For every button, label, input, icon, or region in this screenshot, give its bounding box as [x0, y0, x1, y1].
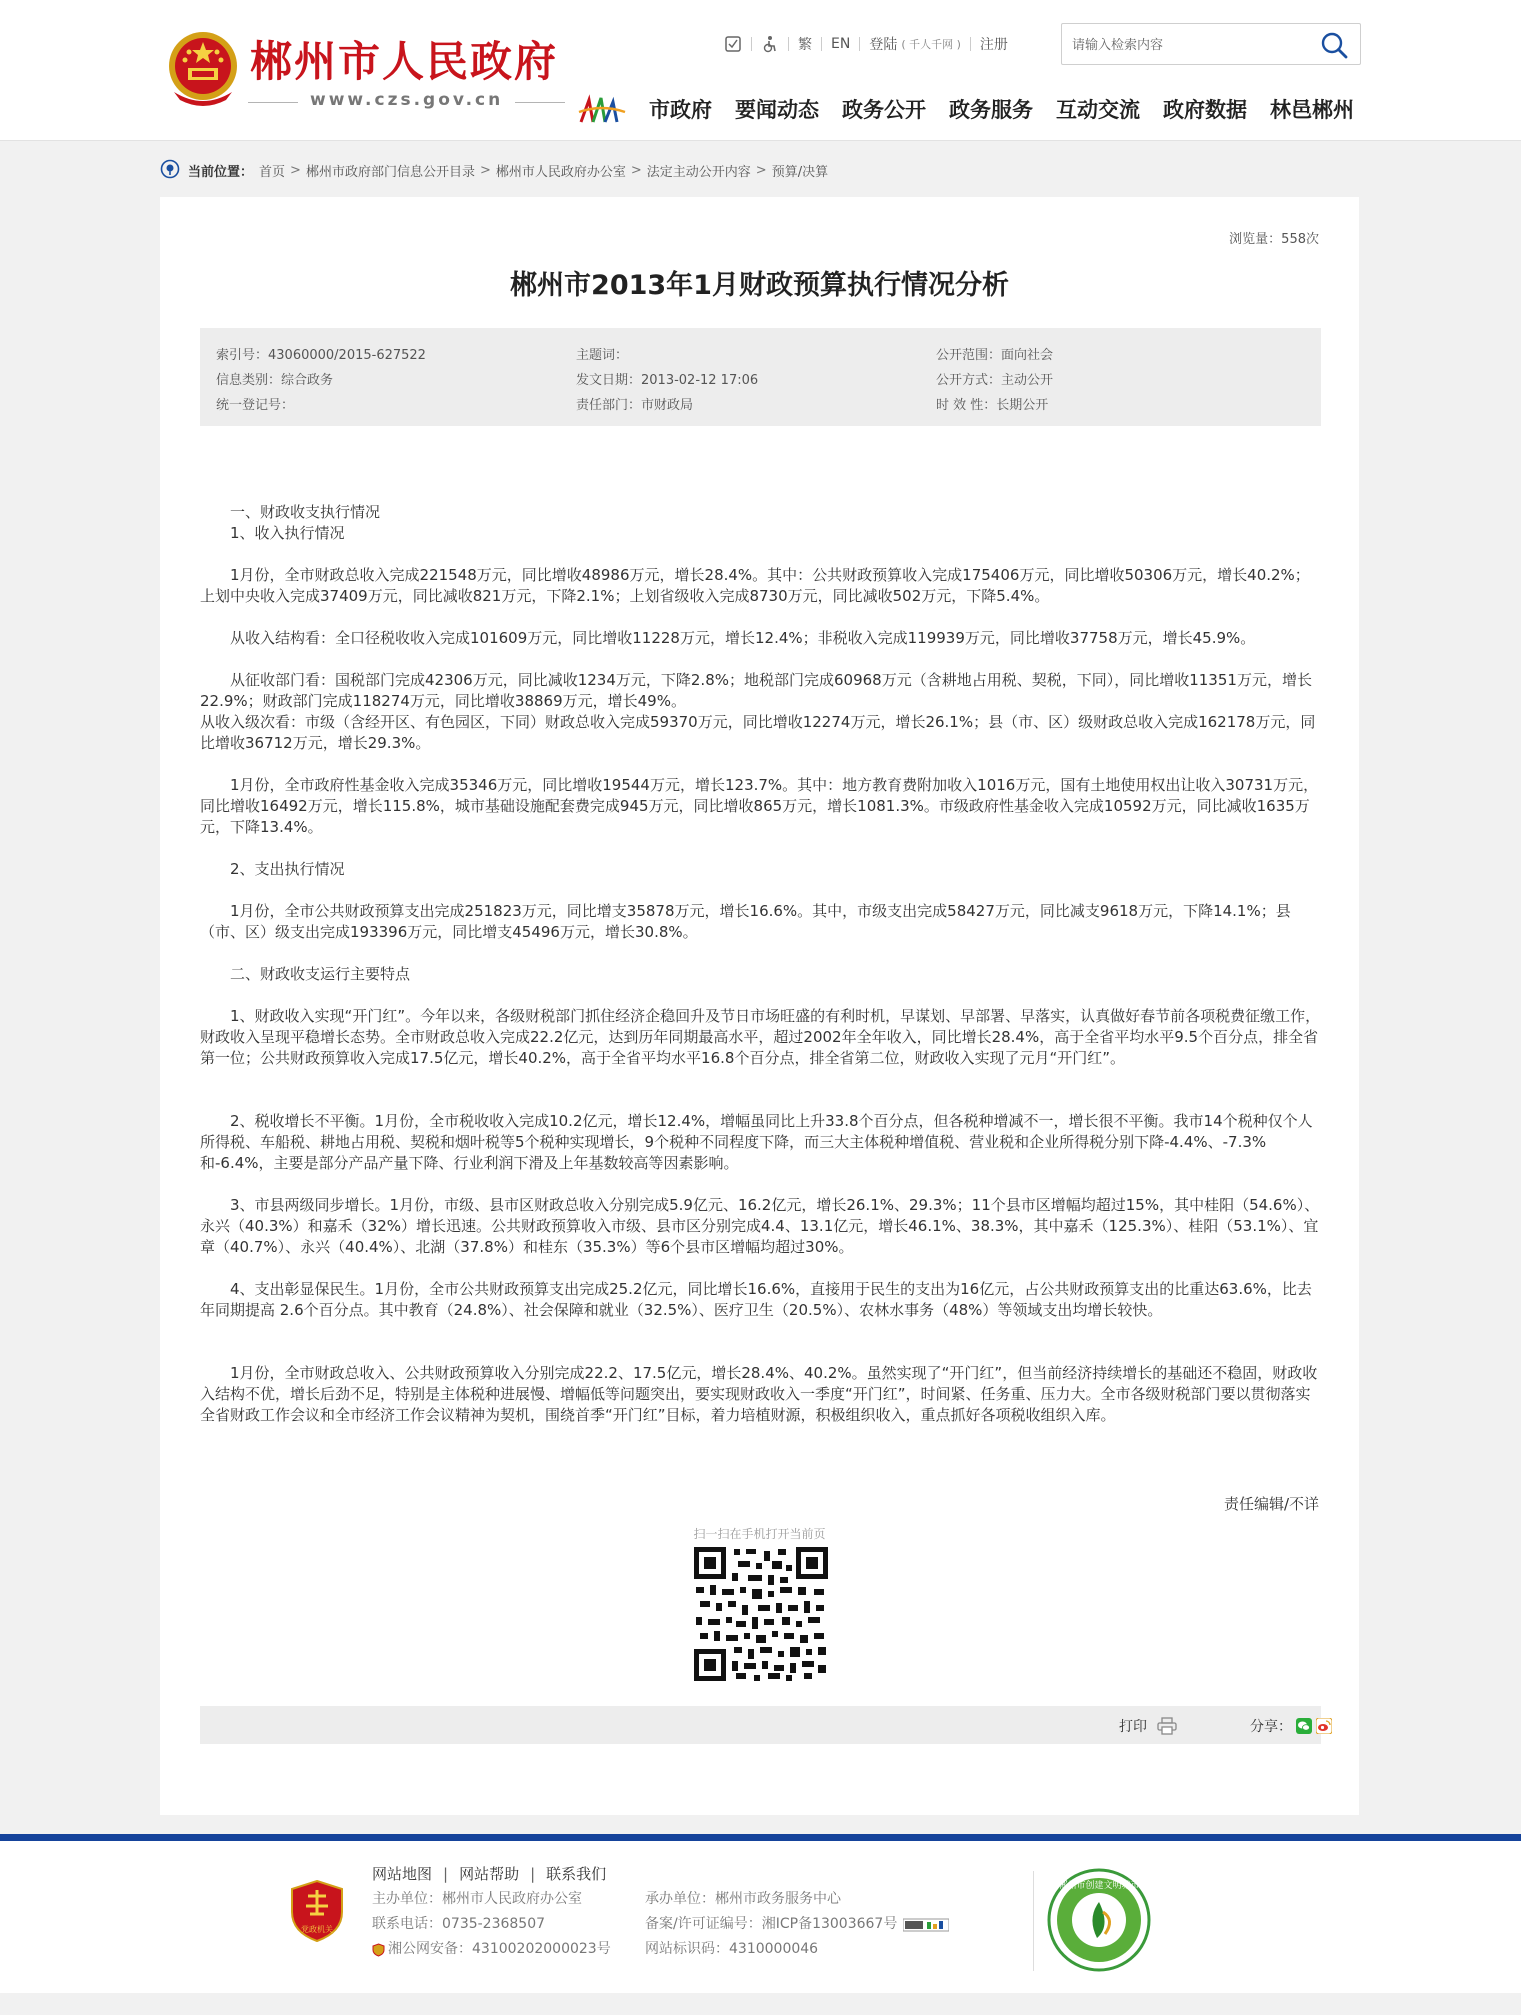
breadcrumb-item-dept-directory[interactable]: 郴州市政府部门信息公开目录 [305, 164, 475, 180]
article-paragraph: 3、市县两级同步增长。1月份，市级、县市区财政总收入分别完成5.9亿元、16.2亿元，增长26.1%、29.3%；11个县市区增幅均超过15%，其中桂阳（54.6%）、永兴（40.3%）和嘉禾（32%）增长迅速。公共财政预算收入市级、县市区分别完成4.4、13.1亿元，增长46.1%、38.3%，其中嘉禾（125.3%）、桂阳（53.1%）、宜章（40.7%）、永兴（40.4%）、北湖（37.8%）和桂东（35.3%）等6个县市区增幅均超过30%。 [200, 1196, 1320, 1256]
article-paragraph: 1月份，全市财政总收入完成221548万元，同比增收48986万元，增长28.4%。其中：公共财政预算收入完成175406万元，同比增收50306万元，增长40.2%；上划中央收入完成37409万元，同比减收821万元，下降2.1%；上划省级收入完成8730万元，同比减收502万元，下降5.4%。 [200, 566, 1310, 605]
article-paragraph: 从收入级次看：市级（含经开区、有色园区，下同）财政总收入完成59370万元，同比增收12274万元，增长26.1%；县（市、区）级财政总收入完成162178万元，同比增收36712万元，增长29.3%。 [200, 713, 1316, 752]
divider: | [530, 1864, 536, 1883]
divider [821, 37, 822, 51]
footer-host: 主办单位：郴州市人民政府办公室 [372, 1891, 582, 1907]
breadcrumb-separator: > [479, 162, 491, 178]
traditional-chinese-link[interactable]: 繁 [798, 37, 812, 53]
meta-method: 公开方式：主动公开 [936, 373, 1054, 388]
accessibility-icon[interactable] [724, 35, 742, 53]
wheelchair-icon[interactable] [761, 35, 779, 53]
meta-validity: 时 效 性：长期公开 [936, 398, 1049, 413]
view-count: 浏览量：558次 [1229, 232, 1319, 247]
qr-label: 扫一扫在手机打开当前页 [693, 1527, 826, 1541]
breadcrumb-item-gov-office[interactable]: 郴州市人民政府办公室 [495, 164, 626, 180]
weibo-icon[interactable] [1316, 1718, 1332, 1734]
site-name[interactable]: 郴州市人民政府 [250, 37, 559, 86]
footer-links [372, 1863, 606, 1884]
wechat-icon[interactable] [1296, 1718, 1312, 1734]
nav-item-gov-services[interactable]: 政务服务 [949, 98, 1033, 122]
qr-code-icon [694, 1547, 828, 1681]
footer-police-record-row [372, 1937, 611, 1962]
meta-subject: 主题词： [576, 348, 629, 363]
search-input[interactable] [1072, 33, 1302, 57]
article-paragraph: 4、支出彰显保民生。1月份，全市公共财政预算支出完成25.2亿元，同比增长16.6%，直接用于民生的支出为16亿元，占公共财政预算支出的比重达63.6%，比去年同期提高 2.6个百分点。其中教育（24.8%）、社会保障和就业（32.5%）、医疗卫生（20.5%）、农林水事务（48%）等领域支出均增长较快。 [200, 1280, 1312, 1319]
printer-icon [1157, 1717, 1177, 1735]
party-gov-badge-text: 党政机关 [301, 1925, 333, 1934]
footer-link-contact[interactable]: 联系我们 [546, 1865, 607, 1883]
nav-item-linyi-chenzhou[interactable]: 林邑郴州 [1270, 98, 1354, 122]
meta-department: 责任部门：市财政局 [576, 398, 694, 413]
article-paragraph: 2、税收增长不平衡。1月份，全市税收收入完成10.2亿元，增长12.4%，增幅虽同比上升33.8个百分点，但各税种增减不一，增长很不平衡。我市14个税种仅个人所得税、车船税、耕地占用税、契税和烟叶税等5个税种实现增长，9个税种不同程度下降，而三大主体税种增值税、营业税和企业所得税分别下降-4.4%、-7.3%和-6.4%，主要是部分产品产量下降、行业利润下滑及上年基数较高等因素影响。 [200, 1112, 1313, 1172]
search-icon[interactable] [1320, 31, 1348, 59]
article-paragraph: 2、支出执行情况 [200, 860, 345, 878]
article-paragraph: 一、财政收支执行情况 [200, 503, 381, 521]
footer-organizer: 承办单位：郴州市政务服务中心 [645, 1891, 841, 1907]
article-paragraph: 1月份，全市公共财政预算支出完成251823万元，同比增支35878万元，增长16.6%。其中，市级支出完成58427万元，同比减支9618万元，下降14.1%；县（市、区）级支出完成193396万元，同比增支45496万元，增长30.8%。 [200, 902, 1291, 941]
civilized-city-badge-text: 郴州市创建文明城市 [1058, 1881, 1140, 1891]
login-note: ( 千人千网 ) [901, 38, 961, 51]
civilized-city-badge-icon [1047, 1868, 1151, 1972]
city-logo-icon [577, 94, 627, 126]
footer-icp-row [645, 1912, 949, 1937]
divider [970, 37, 971, 51]
bottom-strip [0, 1993, 1521, 2015]
breadcrumb-item-budget[interactable]: 预算/决算 [771, 164, 829, 180]
meta-publish-date: 发文日期：2013-02-12 17:06 [576, 373, 759, 388]
footer-phone: 联系电话：0735-2368507 [372, 1916, 546, 1932]
nav-item-interaction[interactable]: 互动交流 [1056, 98, 1140, 122]
main-nav [649, 95, 1354, 125]
article-title: 郴州市2013年1月财政预算执行情况分析 [510, 270, 1009, 301]
cnzz-stats-icon[interactable] [903, 1918, 949, 1932]
article-paragraph: 从收入结构看：全口径税收收入完成101609万元，同比增收11228万元，增长12.4%；非税收入完成119939万元，同比增收37758万元，增长45.9%。 [200, 629, 1256, 647]
site-header [0, 0, 1521, 141]
footer-accent-line [0, 1834, 1521, 1841]
site-url: www.czs.gov.cn [310, 90, 504, 110]
footer-info-right [645, 1887, 949, 1962]
print-button[interactable] [1119, 1716, 1177, 1736]
police-badge-icon [372, 1943, 385, 1957]
meta-category: 信息类别：综合政务 [216, 373, 334, 388]
search-box [1061, 23, 1361, 65]
share-group [1250, 1716, 1332, 1736]
footer-police-record[interactable]: 湘公网安备：43100202000023号 [388, 1941, 611, 1957]
footer-site-id: 网站标识码：4310000046 [645, 1941, 819, 1957]
breadcrumb-separator: > [630, 162, 642, 178]
register-link[interactable]: 注册 [979, 37, 1008, 53]
article-paragraph: 二、财政收支运行主要特点 [200, 965, 411, 983]
divider: | [443, 1864, 449, 1883]
breadcrumb-separator: > [755, 162, 767, 178]
location-pin-icon [160, 159, 180, 181]
article-paragraph: 1、财政收入实现“开门红”。今年以来，各级财税部门抓住经济企稳回升及节日市场旺盛的有利时机，早谋划、早部署、早落实，认真做好春节前各项税费征缴工作，财政收入呈现平稳增长态势。全市财政总收入完成22.2亿元，达到历年同期最高水平，超过2002年全年收入，同比增长28.4%，高于全省平均水平9.5个百分点，排全省第一位；公共财政预算收入完成17.5亿元，增长40.2%，高于全省平均水平16.8个百分点，排全省第二位，财政收入实现了元月“开门红”。 [200, 1007, 1321, 1067]
responsible-editor: 责任编辑/不详 [1223, 1495, 1319, 1513]
article-paragraph: 1月份，全市财政总收入、公共财政预算收入分别完成22.2、17.5亿元，增长28.4%、40.2%。虽然实现了“开门红”，但当前经济持续增长的基础还不稳固，财政收入结构不优，增长后劲不足，特别是主体税种进展慢、增幅低等问题突出，要实现财政收入一季度“开门红”，时间紧、任务重、压力大。全市各级财税部门要以贯彻落实全省财政工作会议和全市经济工作会议精神为契机，围绕首季“开门红”目标，着力培植财源，积极组织收入，重点抓好各项税收组织入库。 [200, 1364, 1318, 1424]
breadcrumb-item-statutory-content[interactable]: 法定主动公开内容 [646, 164, 751, 180]
breadcrumb [160, 159, 828, 181]
meta-index-no: 索引号：43060000/2015-627522 [216, 348, 426, 363]
party-gov-badge-icon [290, 1880, 344, 1942]
article-metadata [200, 328, 1321, 426]
share-bar [200, 1706, 1321, 1744]
nav-item-gov-disclosure[interactable]: 政务公开 [842, 98, 926, 122]
meta-reg-no: 统一登记号： [216, 398, 295, 413]
meta-scope: 公开范围：面向社会 [936, 348, 1054, 363]
article-paragraph: 从征收部门看：国税部门完成42306万元，同比减收1234万元，下降2.8%；地税部门完成60968万元（含耕地占用税、契税，下同），同比增收11351万元，增长22.9%；财政部门完成118274万元，同比增收38869万元，增长49%。 [200, 671, 1312, 710]
nav-item-news[interactable]: 要闻动态 [735, 98, 819, 122]
footer-link-sitemap[interactable]: 网站地图 [372, 1865, 433, 1883]
print-label: 打印 [1119, 1719, 1147, 1735]
article-paragraph: 1月份，全市政府性基金收入完成35346万元，同比增收19544万元，增长123.7%。其中：地方教育费附加收入1016万元，国有土地使用权出让收入30731万元，同比增收16492万元，增长115.8%，城市基础设施配套费完成945万元，同比增收865万元，增长1081.3%。市级政府性基金收入完成10592万元，同比减收1635万元，下降13.4%。 [200, 776, 1319, 836]
civilized-city-badge[interactable] [1047, 1868, 1151, 1972]
site-footer [0, 1841, 1521, 1993]
divider [859, 37, 860, 51]
article-card [160, 197, 1359, 1815]
national-emblem-icon[interactable] [164, 28, 242, 108]
divider [751, 37, 752, 51]
breadcrumb-item-home[interactable]: 首页 [259, 164, 286, 180]
nav-item-city-government[interactable]: 市政府 [649, 98, 712, 122]
login-link[interactable]: 登陆 [869, 37, 898, 53]
share-label: 分享： [1250, 1719, 1292, 1735]
breadcrumb-label: 当前位置： [188, 164, 254, 180]
nav-item-gov-data[interactable]: 政府数据 [1163, 98, 1247, 122]
utility-toolbar [724, 33, 1008, 55]
footer-info-left [372, 1887, 611, 1962]
party-gov-badge[interactable] [290, 1880, 344, 1942]
divider [788, 37, 789, 51]
footer-icp[interactable]: 备案/许可证编号：湘ICP备13003667号 [645, 1916, 898, 1932]
article-paragraph: 1、收入执行情况 [200, 524, 345, 542]
footer-divider [1033, 1871, 1034, 1971]
english-link[interactable]: EN [831, 36, 851, 52]
footer-link-help[interactable]: 网站帮助 [459, 1865, 520, 1883]
breadcrumb-separator: > [290, 162, 301, 178]
